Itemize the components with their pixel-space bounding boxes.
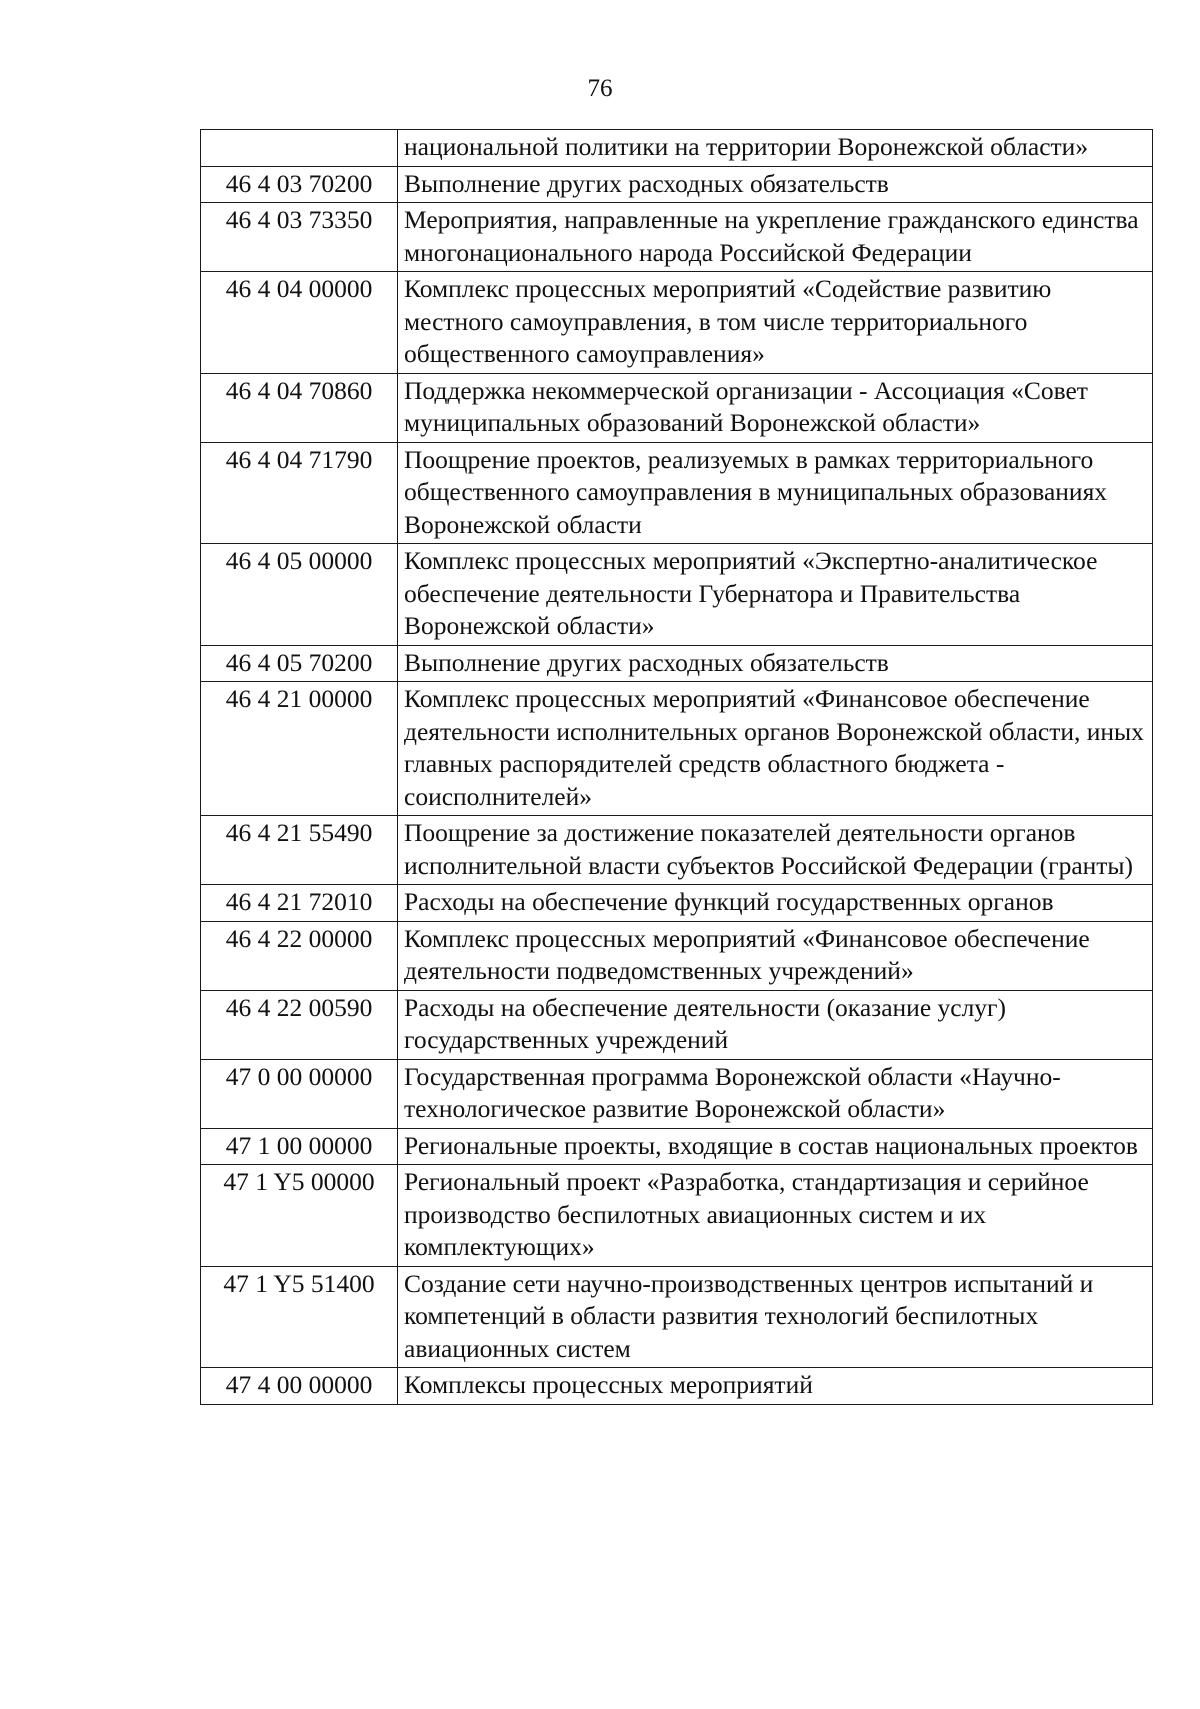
budget-code-cell: 46 4 05 00000 xyxy=(201,544,398,646)
description-cell: Выполнение других расходных обязательств xyxy=(398,645,1153,682)
table-row xyxy=(201,442,1153,544)
table-row xyxy=(201,1128,1153,1165)
budget-code-cell: 47 1 Y5 00000 xyxy=(201,1165,398,1267)
description-cell: Расходы на обеспечение деятельности (оказание услуг) государственных учреждений xyxy=(398,990,1153,1059)
description-cell: Создание сети научно-производственных центров испытаний и компетенций в области развития технологий беспилотных авиационных систем xyxy=(398,1266,1153,1368)
budget-code-cell: 46 4 05 70200 xyxy=(201,645,398,682)
description-cell: Комплекс процессных мероприятий «Финансовое обеспечение деятельности подведомственных учреждений» xyxy=(398,921,1153,990)
budget-code-cell: 46 4 22 00000 xyxy=(201,921,398,990)
budget-code-cell: 46 4 04 71790 xyxy=(201,442,398,544)
table-row xyxy=(201,645,1153,682)
budget-code-cell: 47 1 00 00000 xyxy=(201,1128,398,1165)
table-row xyxy=(201,1266,1153,1368)
budget-code-cell: 46 4 03 70200 xyxy=(201,166,398,203)
description-cell: Государственная программа Воронежской области «Научно-технологическое развитие Воронежской области» xyxy=(398,1059,1153,1128)
table-row xyxy=(201,166,1153,203)
table-row xyxy=(201,885,1153,922)
budget-code-table xyxy=(200,129,1153,1405)
budget-code-cell: 46 4 21 00000 xyxy=(201,682,398,816)
description-cell: Выполнение других расходных обязательств xyxy=(398,166,1153,203)
table-row xyxy=(201,682,1153,816)
table-row xyxy=(201,921,1153,990)
description-cell: Комплексы процессных мероприятий xyxy=(398,1368,1153,1405)
table-row xyxy=(201,816,1153,885)
description-cell: Поддержка некоммерческой организации - Ассоциация «Совет муниципальных образований Воронежской области» xyxy=(398,373,1153,442)
table-row xyxy=(201,130,1153,167)
description-cell: Поощрение проектов, реализуемых в рамках территориального общественного самоуправления в муниципальных образованиях Воронежской области xyxy=(398,442,1153,544)
table-row xyxy=(201,1165,1153,1267)
budget-code-cell: 47 0 00 00000 xyxy=(201,1059,398,1128)
description-cell: Поощрение за достижение показателей деятельности органов исполнительной власти субъектов Российской Федерации (гранты) xyxy=(398,816,1153,885)
description-cell: Расходы на обеспечение функций государственных органов xyxy=(398,885,1153,922)
description-cell: Комплекс процессных мероприятий «Экспертно-аналитическое обеспечение деятельности Губернатора и Правительства Воронежской области» xyxy=(398,544,1153,646)
table-row xyxy=(201,1059,1153,1128)
table-row xyxy=(201,544,1153,646)
table-row xyxy=(201,373,1153,442)
table-row xyxy=(201,990,1153,1059)
budget-code-cell: 46 4 04 00000 xyxy=(201,272,398,374)
budget-code-cell: 46 4 22 00590 xyxy=(201,990,398,1059)
description-cell: Мероприятия, направленные на укрепление гражданского единства многонационального народа Российской Федерации xyxy=(398,203,1153,272)
budget-code-cell xyxy=(201,130,398,167)
page-number: 76 xyxy=(587,75,613,102)
budget-code-cell: 47 1 Y5 51400 xyxy=(201,1266,398,1368)
budget-code-cell: 47 4 00 00000 xyxy=(201,1368,398,1405)
description-cell: Региональные проекты, входящие в состав национальных проектов xyxy=(398,1128,1153,1165)
description-cell: Комплекс процессных мероприятий «Содействие развитию местного самоуправления, в том числе территориального общественного самоуправления» xyxy=(398,272,1153,374)
description-cell: Комплекс процессных мероприятий «Финансовое обеспечение деятельности исполнительных органов Воронежской области, иных главных распорядителей средств областного бюджета - соисполнителей» xyxy=(398,682,1153,816)
budget-code-cell: 46 4 04 70860 xyxy=(201,373,398,442)
table-row xyxy=(201,272,1153,374)
budget-code-cell: 46 4 21 55490 xyxy=(201,816,398,885)
description-cell: национальной политики на территории Воронежской области» xyxy=(398,130,1153,167)
table-row xyxy=(201,203,1153,272)
budget-code-cell: 46 4 03 73350 xyxy=(201,203,398,272)
table-row xyxy=(201,1368,1153,1405)
budget-code-cell: 46 4 21 72010 xyxy=(201,885,398,922)
description-cell: Региональный проект «Разработка, стандартизация и серийное производство беспилотных авиационных систем и их комплектующих» xyxy=(398,1165,1153,1267)
